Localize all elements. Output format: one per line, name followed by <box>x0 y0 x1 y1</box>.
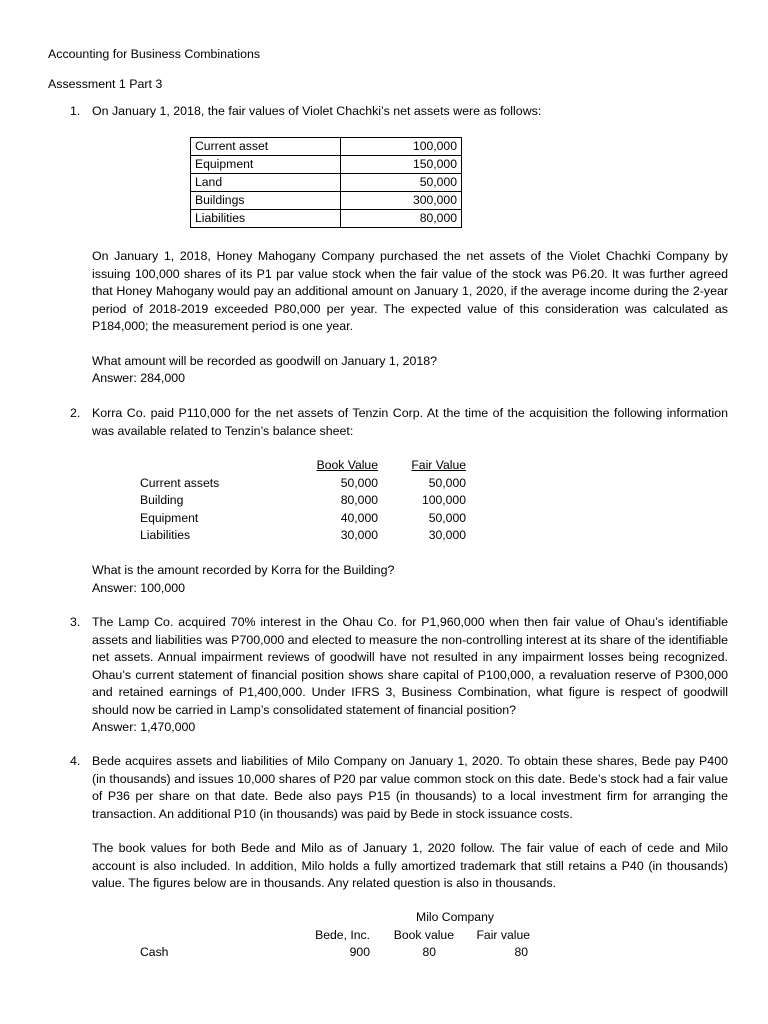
question-2 <box>70 405 728 440</box>
fair-value-column-header: Fair value <box>476 927 530 942</box>
book-value-column-header: Book value <box>393 927 454 942</box>
question-prompt: What amount will be recorded as goodwill on January 1, 2018? <box>92 353 438 368</box>
question-number: 4. <box>70 754 81 768</box>
asset-label: Buildings <box>191 192 341 210</box>
asset-value: 100,000 <box>341 138 462 156</box>
table-row <box>191 138 462 156</box>
question-number: 3. <box>70 615 81 629</box>
question-3 <box>70 614 728 737</box>
balance-sheet-table <box>140 457 466 545</box>
row-label: Building <box>140 493 184 507</box>
table-header-row <box>140 457 466 475</box>
row-label: Cash <box>140 945 169 959</box>
book-value: 30,000 <box>340 528 378 542</box>
asset-label: Liabilities <box>191 210 341 228</box>
table-row <box>191 174 462 192</box>
table-row <box>191 192 462 210</box>
question-paragraph: The book values for both Bede and Milo as of January 1, 2020 follow. The fair value of each of cede and Milo account is also included. In addition, Milo holds a fully amortized trademark that still retains a P40 (in thousands) value. The figures below are in thousands. Any related question is also in thousands. <box>92 841 728 890</box>
fair-value: 30,000 <box>428 528 466 542</box>
table-row <box>140 475 466 493</box>
question-number: 1. <box>70 104 81 118</box>
book-value-header: Book Value <box>316 458 378 472</box>
table-header-row <box>140 927 530 945</box>
question-text: Korra Co. paid P110,000 for the net assets of Tenzin Corp. At the time of the acquisition the following information was available related to Tenzin’s balance sheet: <box>92 406 728 438</box>
question-paragraph: On January 1, 2018, Honey Mahogany Company purchased the net assets of the Violet Chachki Company by issuing 100,000 shares of its P1 par value stock when the fair value of the stock was P6.20. It was further agreed that Honey Mahogany would pay an additional amount on January 1, 2020, if the average income during the 2-year period of 2018-2019 exceeded P80,000 per year. The expected value of this consideration was calculated as P184,000; the measurement period is one year. <box>92 249 728 333</box>
table-row <box>191 210 462 228</box>
table-row <box>140 510 466 528</box>
question-text: Bede acquires assets and liabilities of Milo Company on January 1, 2020. To obtain these shares, Bede pay P400 (in thousands) and issues 10,000 shares of P20 par value common stock on this date. Bede’s stock had a fair value of P36 per share on that date. Bede also pays P15 (in thousands) to a local investment firm for arranging the transaction. An additional P10 (in thousands) was paid by Bede in stock issuance costs. <box>92 754 728 821</box>
question-1 <box>70 103 728 121</box>
fair-value: 80 <box>514 945 528 959</box>
question-2-details <box>70 562 728 597</box>
book-value: 80,000 <box>340 493 378 507</box>
milo-company-header: Milo Company <box>416 910 494 924</box>
answer-text: Answer: 284,000 <box>92 371 185 385</box>
asset-label: Land <box>191 174 341 192</box>
table-row <box>140 492 466 510</box>
bede-value: 900 <box>349 945 370 959</box>
question-number: 2. <box>70 406 81 420</box>
table-row <box>140 527 466 545</box>
table-header-row <box>140 909 530 927</box>
asset-label: Equipment <box>191 156 341 174</box>
asset-value: 300,000 <box>341 192 462 210</box>
asset-value: 50,000 <box>341 174 462 192</box>
fair-value: 50,000 <box>428 475 466 490</box>
question-prompt: What is the amount recorded by Korra for the Building? <box>92 563 395 577</box>
asset-value: 80,000 <box>341 210 462 228</box>
net-assets-table <box>190 137 462 228</box>
bede-column-header: Bede, Inc. <box>315 927 370 942</box>
table-row <box>140 944 530 962</box>
question-text: The Lamp Co. acquired 70% interest in the Ohau Co. for P1,960,000 when then fair value of Ohau’s identifiable assets and liabilities was P700,000 and elected to measure the non-controlling interest at its share of the identifiable net assets. Annual impairment reviews of goodwill have not resulted in any impairment losses being recognized. Ohau’s current statement of financial position shows share capital of P100,000, a revaluation reserve of P300,000 and retained earnings of P1,400,000. Under IFRS 3, Business Combination, what figure is respect of goodwill should now be carried in Lamp’s consolidated statement of financial position? <box>92 615 728 717</box>
question-text: On January 1, 2018, the fair values of Violet Chachki’s net assets were as follows: <box>92 104 542 118</box>
document-title: Accounting for Business Combinations <box>48 47 261 61</box>
book-values-table <box>140 909 530 962</box>
question-4 <box>70 753 728 893</box>
answer-text: Answer: 100,000 <box>92 580 185 595</box>
fair-value: 50,000 <box>428 510 466 525</box>
row-label: Equipment <box>140 510 199 525</box>
fair-value-header: Fair Value <box>411 458 466 472</box>
assessment-subtitle: Assessment 1 Part 3 <box>48 77 163 91</box>
row-label: Liabilities <box>140 528 191 542</box>
row-label: Current assets <box>140 475 220 490</box>
asset-label: Current asset <box>191 138 341 156</box>
book-value: 80 <box>422 945 436 959</box>
answer-text: Answer: 1,470,000 <box>92 720 196 734</box>
book-value: 50,000 <box>340 475 378 490</box>
book-value: 40,000 <box>340 510 378 525</box>
asset-value: 150,000 <box>341 156 462 174</box>
fair-value: 100,000 <box>421 493 466 507</box>
table-row <box>191 156 462 174</box>
question-1-details <box>70 248 728 388</box>
